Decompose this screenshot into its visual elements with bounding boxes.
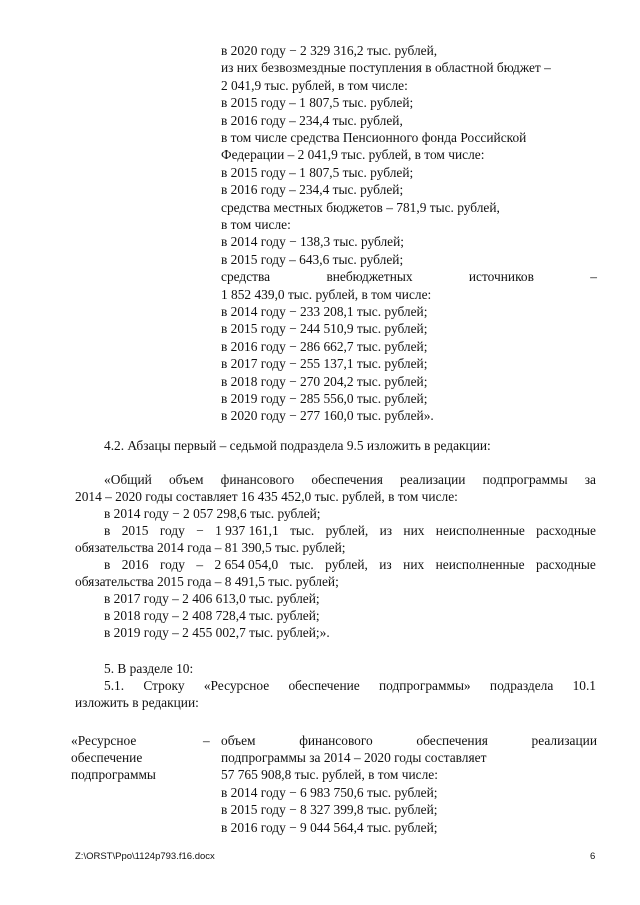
label-provision: обеспечение [71,750,143,765]
word: 1 937 161,1 [215,523,279,538]
word: источников [468,269,534,285]
quote-2017: в 2017 году – 2 406 613,0 тыс. рублей; [104,591,320,606]
word: обеспечение [288,678,360,693]
word: реализации [400,472,466,487]
word: в [104,557,111,572]
resource-line: в 2016 году − 9 044 564,4 тыс. рублей; [221,819,438,835]
word: году [159,523,185,538]
quote-paragraph-first-line [104,471,596,488]
word: обеспечения [311,472,383,487]
resource-line: подпрограммы за 2014 – 2020 годы составляет [221,750,487,765]
word: из [379,523,393,538]
word: них [403,523,425,538]
word: неисполненные [435,523,525,538]
quote-2018: в 2018 году – 2 408 728,4 тыс. рублей; [104,608,320,623]
quote-paragraph-second-line: 2014 – 2020 годы составляет 16 435 452,0 тыс. рублей, в том числе: [75,489,458,504]
funding-line: в 2019 году − 285 556,0 тыс. рублей; [221,391,428,406]
item-5-1-continuation: изложить в редакции: [75,695,199,710]
word: 2 654 054,0 [214,557,279,572]
word: тыс. [290,523,315,538]
word: расходные [536,523,596,538]
footer-file-path: Z:\ORST\Ppo\1124p793.f16.docx [75,851,215,862]
funding-line: в 2016 году – 234,4 тыс. рублей, [221,112,403,128]
funding-line: в 2015 году – 643,6 тыс. рублей; [221,251,404,267]
funding-line: в 2015 году – 1 807,5 тыс. рублей; [221,95,414,111]
word: финансового [220,472,295,487]
funding-line: в 2014 году − 138,3 тыс. рублей; [221,234,405,250]
word: – [196,557,204,572]
section-5-heading: 5. В разделе 10: [104,661,194,676]
word: них [403,557,425,572]
word: в [104,523,111,538]
word: «Общий [104,472,152,487]
funding-line: 1 852 439,0 тыс. рублей, в том числе: [221,286,432,302]
funding-line: в том числе: [221,217,291,232]
funding-line: в 2020 году − 277 160,0 тыс. рублей». [221,408,434,424]
word: расходные [536,557,596,572]
resource-line: в 2014 году − 6 983 750,6 тыс. рублей; [221,784,438,800]
word: «Ресурсное [203,678,270,693]
funding-line: в 2017 году − 255 137,1 тыс. рублей; [221,356,428,372]
quote-2015-line [104,522,596,539]
funding-line: в 2015 году – 1 807,5 тыс. рублей; [221,164,414,180]
quote-2019: в 2019 году – 2 455 002,7 тыс. рублей;». [104,625,330,640]
page-number: 6 [590,851,596,862]
word: Строку [143,678,185,693]
word: финансового [299,733,373,748]
word: тыс. [289,557,314,572]
label-subprogram: подпрограммы [71,767,156,782]
resource-line: в 2015 году − 8 327 399,8 тыс. рублей; [221,802,438,818]
word: подпрограммы [482,472,568,487]
word: рублей, [325,523,369,538]
quote-2014: в 2014 году − 2 057 298,6 тыс. рублей; [104,506,321,521]
word: подраздела [489,678,554,693]
word: за [584,472,596,487]
resource-line: 57 765 908,8 тыс. рублей, в том числе: [221,767,438,783]
word: 10.1 [572,678,596,693]
word: реализации [531,733,597,748]
word: неисполненные [435,557,525,572]
word: объем [221,733,256,748]
funding-line: Федерации – 2 041,9 тыс. рублей, в том числе: [221,147,485,163]
word: объем [168,472,204,487]
word: рублей, [325,557,368,572]
word: внебюджетных [326,269,413,285]
funding-line: 2 041,9 тыс. рублей, в том числе: [221,77,408,93]
word: 5.1. [104,678,125,693]
word: году [159,557,185,572]
word: – [590,269,597,285]
item-4-2: 4.2. Абзацы первый – седьмой подраздела 9.5 изложить в редакции: [104,438,491,453]
funding-line: в 2018 году − 270 204,2 тыс. рублей; [221,373,428,389]
word: 2015 [121,523,149,538]
funding-line: в 2014 году − 233 208,1 тыс. рублей; [221,304,428,319]
item-5-1-line [104,677,596,694]
word: обеспечения [416,733,488,748]
funding-line: в том числе средства Пенсионного фонда Российской [221,130,527,145]
label-dash: – [203,733,210,748]
extrabudgetary-sources-line [221,268,597,285]
funding-line: из них безвозмездные поступления в областной бюджет – [221,60,551,76]
word: из [379,557,392,572]
resource-first-line [221,732,597,749]
word: подпрограммы» [379,678,471,693]
quote-2016-obligations: обязательства 2015 года – 8 491,5 тыс. рублей; [75,574,339,589]
funding-line: в 2016 году − 286 662,7 тыс. рублей; [221,338,428,354]
word: − [196,523,204,538]
funding-line: в 2015 году − 244 510,9 тыс. рублей; [221,321,428,337]
quote-2015-obligations: обязательства 2014 года – 81 390,5 тыс. рублей; [75,540,346,555]
label-resource: «Ресурсное [71,733,137,748]
quote-2016-line [104,556,596,573]
funding-line: средства местных бюджетов – 781,9 тыс. рублей, [221,199,500,215]
funding-line: в 2020 году − 2 329 316,2 тыс. рублей, [221,43,438,58]
word: 2016 [121,557,149,572]
word: средства [221,269,271,285]
funding-line: в 2016 году – 234,4 тыс. рублей; [221,182,404,198]
